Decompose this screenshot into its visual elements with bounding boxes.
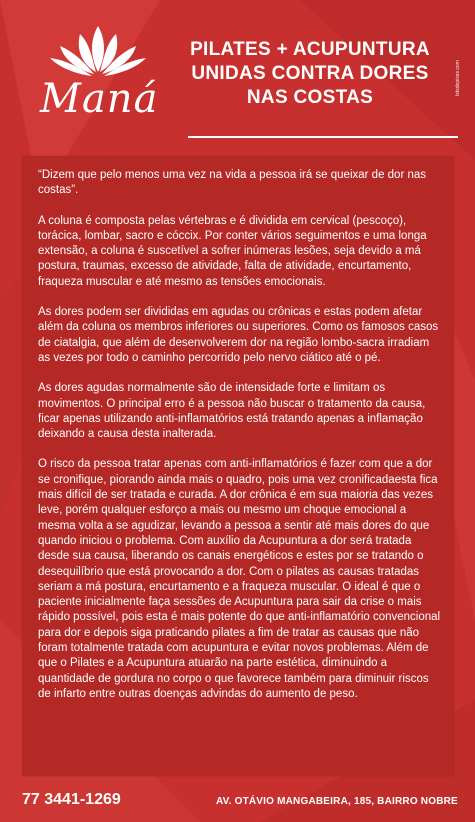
- article-body: [38, 168, 442, 717]
- lotus-icon: [50, 22, 146, 78]
- paragraph: A coluna é composta pelas vértebras e é dividida em cervical (pescoço), torácica, lombar, sacro e cóccix. Por conter vários seguimentos e uma longa extensão, a coluna é suscetível a sofrer inúmeras lesões, seja devido a má postura, traumas, excesso de atividade, falta de atividade, encurtamento, fraqueza muscular e até mesmo as tensões emocionais.: [38, 214, 427, 288]
- paragraph: As dores podem ser divididas em agudas ou crônicas e estas podem afetar além da coluna os membros inferiores ou superiores. Como os famosos casos de ciatalgia, que além de desenvolverem dor na região lombo-sacra irradiam as vezes por todo o caminho percorrido pelo nervo ciático até o pé.: [38, 306, 439, 364]
- paragraph: “Dizem que pelo menos uma vez na vida a pessoa irá se queixar de dor nas costas”.: [38, 169, 427, 197]
- brand-name: Maná: [40, 76, 159, 122]
- paragraph: As dores agudas normalmente são de intensidade forte e limitam os movimentos. O principal erro é a pessoa não buscar o tratamento da causa, ficar apenas utilizando anti-inflamatórios está tratando apenas a inflamação deixando a causa desta inalterada.: [38, 382, 426, 441]
- title-line-3: NAS COSTAS: [246, 87, 374, 108]
- page-title: [190, 38, 430, 110]
- title-divider: [188, 136, 458, 138]
- title-line-1: PILATES + ACUPUNTURA: [190, 39, 430, 60]
- brand-logo: [28, 22, 178, 122]
- footer-address: AV. OTÁVIO MANGABEIRA, 185, BAIRRO NOBRE: [216, 796, 458, 807]
- side-credit: bitsdepixes.com: [455, 60, 461, 96]
- title-line-2: UNIDAS CONTRA DORES: [191, 63, 429, 84]
- paragraph: O risco da pessoa tratar apenas com anti-inflamatórios é fazer com que a dor se cronifique, piorando ainda mais o quadro, pois uma vez cronificadaesta fica mais difícil de ser tratada e curada. A dor crônica é em sua maioria das vezes leve, porém qualquer esforço a mais ou mesmo um choque emocional a mesma volta a se agudizar, levando a pessoa a sentir até mais dores do que quando iniciou o problema. Com auxílio da Acupuntura a dor será tratada desde sua causa, liberando os canais energéticos e estes por se tratando o desequilíbrio que está provocando a dor. Com o pilates as causas tratadas seriam a má postura, encurtamento e a fraqueza muscular. O ideal é que o paciente inicialmente faça sessões de Acupuntura para sair da crise o mais rápido possível, pois esta é mais potente do que anti-inflamatório convencional para dor e depois siga praticando pilates a fim de tratar as causas que não foram totalmente tratada com acupuntura e evitar novos problemas. Além de que o Pilates e a Acupuntura atuarão na parte estética, diminuindo a quantidade de gordura no corpo o que favorece também para diminuir riscos de infarto entre outras doenças advindas do aumento de peso.: [38, 458, 441, 700]
- footer-phone: 77 3441-1269: [22, 791, 121, 808]
